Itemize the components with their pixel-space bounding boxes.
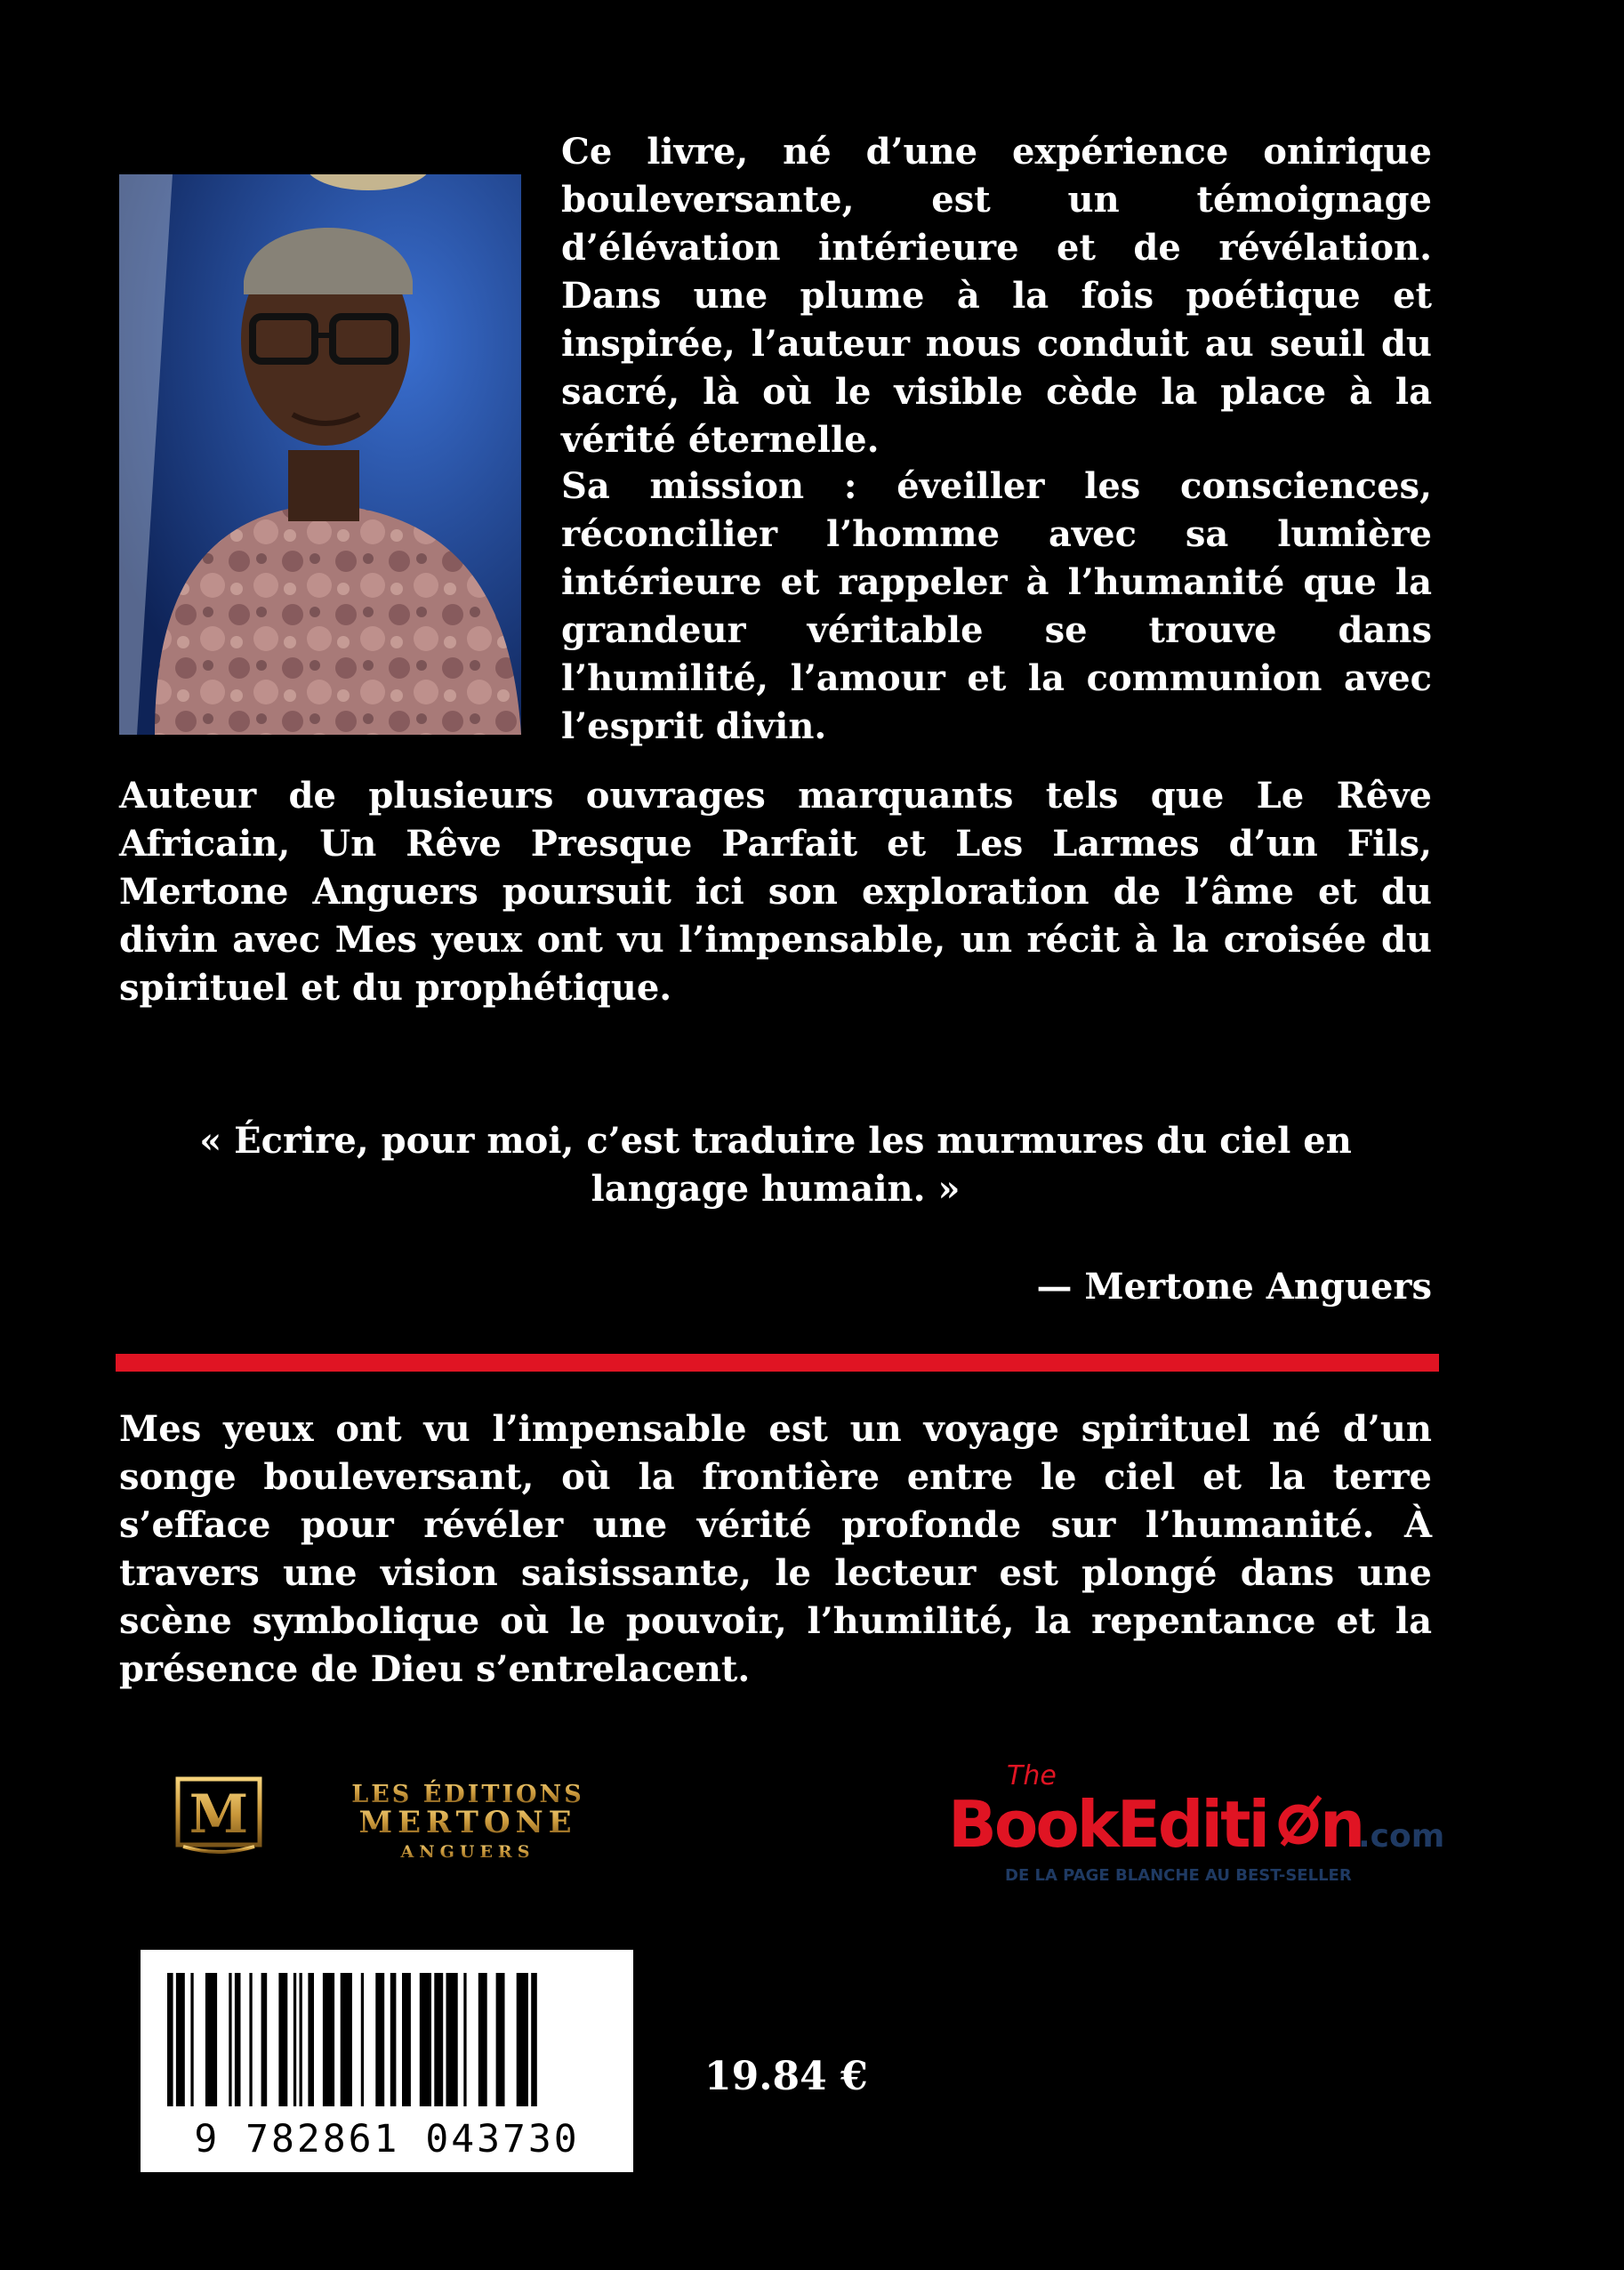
barcode-bar xyxy=(434,1973,443,2106)
author-photo xyxy=(119,174,521,735)
publisher-line3: ANGUERS xyxy=(400,1842,535,1861)
barcode-bar xyxy=(278,1973,287,2106)
bookedition-suffix: .com xyxy=(1358,1818,1445,1855)
barcode-bar xyxy=(293,1973,296,2106)
barcode-bar xyxy=(341,1973,352,2106)
barcode-bar xyxy=(235,1973,241,2106)
bookedition-name-end: n xyxy=(1320,1787,1363,1862)
barcode-bar xyxy=(463,1973,466,2106)
quote-attribution: — Mertone Anguers xyxy=(1036,1266,1432,1308)
barcode-bar xyxy=(323,1973,334,2106)
publisher-line1: LES ÉDITIONS xyxy=(351,1781,584,1808)
monogram-letter: M xyxy=(189,1783,249,1846)
barcode-bar xyxy=(308,1973,314,2106)
isbn-number: 9 782861 043730 xyxy=(194,2117,580,2161)
barcode-bar xyxy=(446,1973,458,2106)
barcode-bar xyxy=(375,1973,384,2106)
barcode-bar xyxy=(496,1973,505,2106)
bookedition-logo xyxy=(943,1745,1450,1896)
isbn-barcode xyxy=(141,1950,633,2172)
publisher-logo xyxy=(174,1772,672,1861)
barcode-bar xyxy=(229,1973,231,2106)
mission-paragraph: Sa mission : éveiller les consciences, réconcilier l’homme avec sa lumière intérieure et rappeler à l’humanité que la grandeur véritable se trouve dans l’humilité, l’amour et la communion avec l’esprit divin. xyxy=(561,465,1432,747)
author-paragraph: Auteur de plusieurs ouvrages marquants tels que Le Rêve Africain, Un Rêve Presque Parfait et Les Larmes d’un Fils, Mertone Anguers poursuit ici son exploration de l’âme et du divin avec Mes yeux ont vu l’impensable, un récit à la croisée du spirituel et du prophétique. xyxy=(119,775,1432,1009)
barcode-bar xyxy=(261,1973,268,2106)
bookedition-name: BookEditi xyxy=(948,1787,1268,1862)
bookedition-prefix: The xyxy=(1007,1760,1057,1791)
summary-paragraph: Mes yeux ont vu l’impensable est un voyage spirituel né d’un songe bouleversant, où la frontière entre le ciel et la terre s’efface pour révéler une vérité profonde sur l’humanité. À travers une vision saisissante, le lecteur est plongé dans une scène symbolique où le pouvoir, l’humilité, la repentance et la présence de Dieu s’entrelacent. xyxy=(119,1408,1432,1690)
barcode-bar xyxy=(531,1973,537,2106)
barcode-bars xyxy=(141,1950,633,2119)
intro-paragraph: Ce livre, né d’une expérience onirique bouleversante, est un témoignage d’élévation intérieure et de révélation. Dans une plume à la fois poétique et inspirée, l’auteur nous conduit au seuil du sacré, là où le visible cède la place à la vérité éternelle. xyxy=(561,131,1432,461)
barcode-bar xyxy=(361,1973,364,2106)
book-base-icon xyxy=(183,1847,254,1852)
bookedition-tagline: DE LA PAGE BLANCHE AU BEST-SELLER xyxy=(1005,1866,1352,1885)
author-portrait-image xyxy=(119,174,521,735)
barcode-bar xyxy=(176,1973,185,2106)
barcode-bar xyxy=(420,1973,431,2106)
barcode-bar xyxy=(402,1973,411,2106)
author-quote: « Écrire, pour moi, c’est traduire les murmures du ciel en langage humain. » xyxy=(199,1120,1352,1210)
barcode-bar xyxy=(478,1973,487,2106)
barcode-bar xyxy=(390,1973,397,2106)
barcode-bar xyxy=(205,1973,217,2106)
price: 19.84 € xyxy=(704,2054,868,2099)
barcode-bar xyxy=(300,1973,302,2106)
barcode-bar xyxy=(517,1973,528,2106)
barcode-bar xyxy=(249,1973,252,2106)
red-divider xyxy=(116,1354,1439,1372)
barcode-bar xyxy=(190,1973,193,2106)
publisher-line2: MERTONE xyxy=(358,1805,577,1840)
barcode-bar xyxy=(167,1973,173,2106)
